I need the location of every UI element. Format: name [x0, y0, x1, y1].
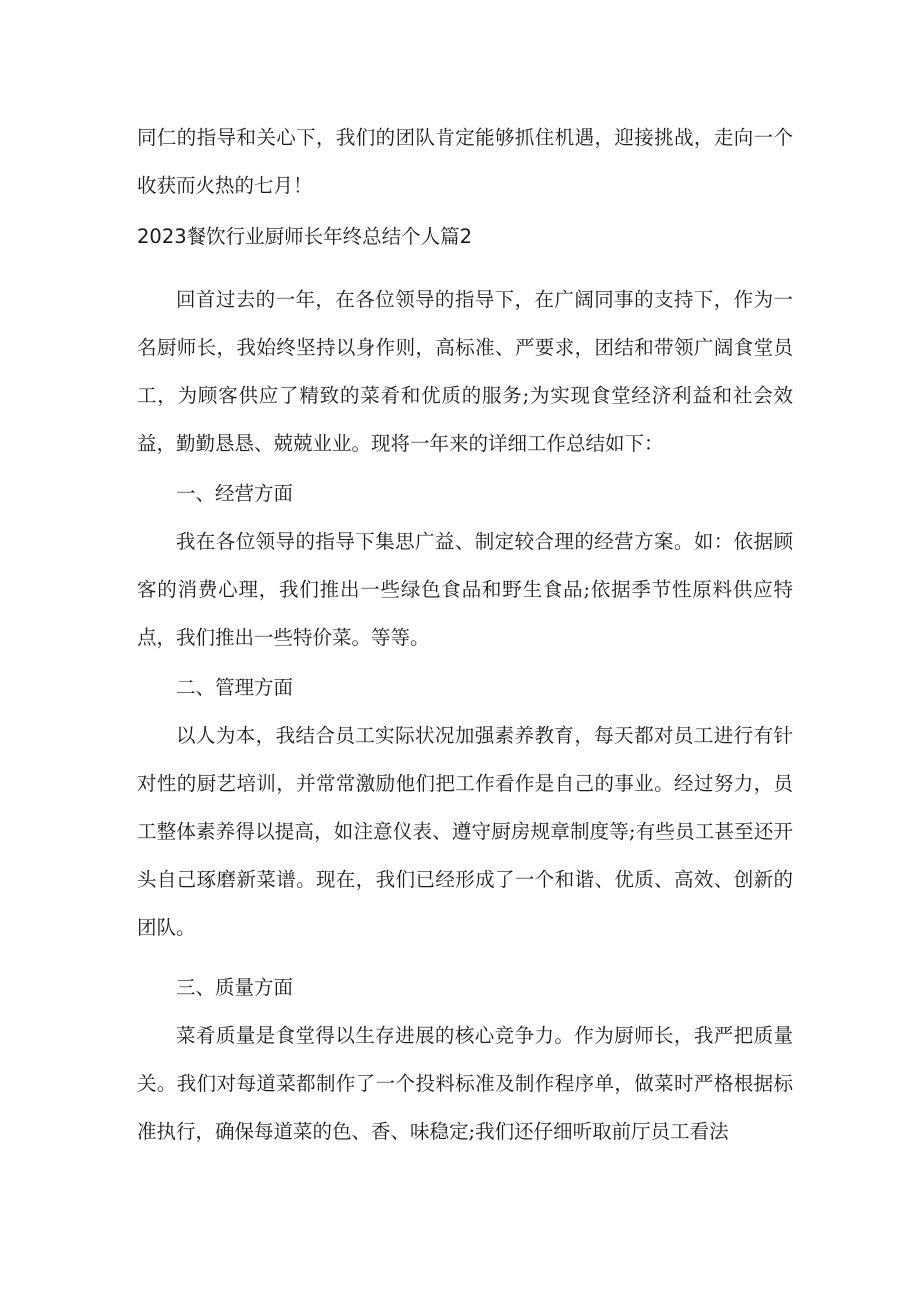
section-heading-quality: 三、质量方面: [176, 976, 294, 999]
section-body-management: 以人为本，我结合员工实际状况加强素养教育，每天都对员工进行有针对性的厨艺培训，并常常激励他们把工作看作是自己的事业。经过努力，员工整体素养得以提高，如注意仪表、遵守厨房规章制度等;有些员工甚至还开头自己琢磨新菜谱。现在，我们已经形成了一个和谐、优质、高效、创新的团队。: [137, 724, 793, 939]
section-heading-management: 二、管理方面: [176, 676, 294, 699]
continuation-paragraph: 同仁的指导和关心下，我们的团队肯定能够抓住机遇，迎接挑战，走向一个收获而火热的七月！: [137, 126, 793, 197]
section-body-quality: 菜肴质量是食堂得以生存进展的核心竞争力。作为厨师长，我严把质量关。我们对每道菜都制作了一个投料标准及制作程序单，做菜时严格根据标准执行，确保每道菜的色、香、味稳定;我们还仔细听取前厅员工看法: [137, 1024, 793, 1143]
section-body-operations: 我在各位领导的指导下集思广益、制定较合理的经营方案。如：依据顾客的消费心理，我们推出一些绿色食品和野生食品;依据季节性原料供应特点，我们推出一些特价菜。等等。: [137, 530, 793, 649]
section-heading-operations: 一、经营方面: [176, 482, 294, 505]
article-title: 2023餐饮行业厨师长年终总结个人篇2: [137, 225, 473, 248]
intro-paragraph: 回首过去的一年，在各位领导的指导下，在广阔同事的支持下，作为一名厨师长，我始终坚持以身作则，高标准、严要求，团结和带领广阔食堂员工，为顾客供应了精致的菜肴和优质的服务;为实现食堂经济利益和社会效益，勤勤恳恳、兢兢业业。现将一年来的详细工作总结如下：: [137, 288, 793, 455]
